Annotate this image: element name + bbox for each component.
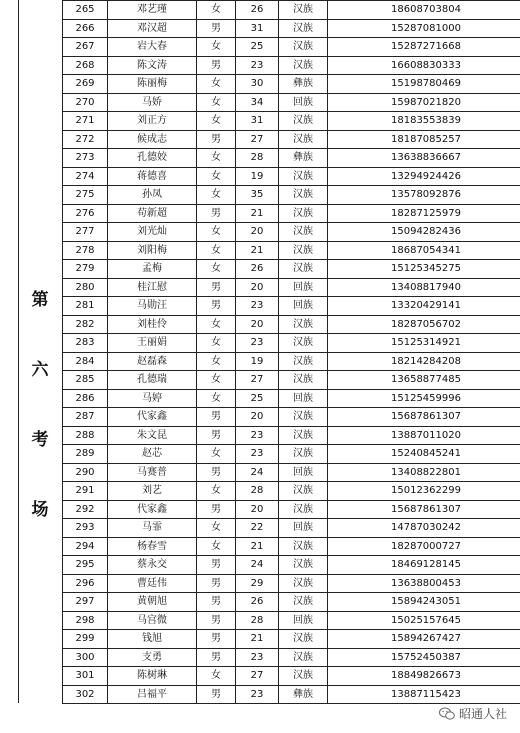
candidate-ethnicity: 汉族: [279, 574, 328, 593]
candidate-phone: 15125345275: [328, 260, 520, 279]
candidate-name: 苟新超: [108, 204, 197, 223]
candidate-name: 代家鑫: [108, 500, 197, 519]
watermark-text: 昭通人社: [458, 707, 507, 721]
candidate-sex: 女: [197, 352, 236, 371]
candidate-age: 24: [236, 463, 279, 482]
candidate-phone: 13408822801: [328, 463, 520, 482]
candidate-name: 马赛普: [108, 463, 197, 482]
candidate-sex: 女: [197, 260, 236, 279]
candidate-age: 20: [236, 315, 279, 334]
room-label-char: 第: [31, 290, 49, 310]
candidate-age: 28: [236, 149, 279, 168]
candidate-age: 26: [236, 593, 279, 612]
table-row: [63, 1, 520, 20]
row-number: 300: [63, 648, 108, 667]
candidate-age: 28: [236, 611, 279, 630]
candidate-age: 23: [236, 56, 279, 75]
candidate-sex: 男: [197, 408, 236, 427]
row-number: 272: [63, 130, 108, 149]
candidate-ethnicity: 汉族: [279, 593, 328, 612]
candidate-ethnicity: 汉族: [279, 38, 328, 57]
candidate-ethnicity: 汉族: [279, 630, 328, 649]
table-row: [63, 204, 520, 223]
table-row: [63, 389, 520, 408]
candidate-ethnicity: 汉族: [279, 19, 328, 38]
candidate-age: 34: [236, 93, 279, 112]
candidate-ethnicity: 汉族: [279, 167, 328, 186]
candidate-age: 19: [236, 352, 279, 371]
candidate-sex: 女: [197, 1, 236, 20]
row-number: 278: [63, 241, 108, 260]
candidate-ethnicity: 汉族: [279, 371, 328, 390]
wechat-icon: [439, 707, 455, 721]
account-watermark: [436, 704, 510, 723]
table-row: [63, 630, 520, 649]
candidate-age: 20: [236, 223, 279, 242]
candidate-phone: 15987021820: [328, 93, 520, 112]
candidate-name: 邓艺瑾: [108, 1, 197, 20]
candidate-ethnicity: 汉族: [279, 426, 328, 445]
candidate-sex: 女: [197, 334, 236, 353]
row-number: 271: [63, 112, 108, 131]
table-row: [63, 500, 520, 519]
candidate-name: 岩大春: [108, 38, 197, 57]
candidate-ethnicity: 汉族: [279, 667, 328, 686]
candidate-phone: 15287081000: [328, 19, 520, 38]
candidate-name: 马勋汪: [108, 297, 197, 316]
row-number: 298: [63, 611, 108, 630]
row-number: 295: [63, 556, 108, 575]
row-number: 285: [63, 371, 108, 390]
candidate-phone: 13658877485: [328, 371, 520, 390]
table-row: [63, 482, 520, 501]
candidate-phone: 15687861307: [328, 500, 520, 519]
candidate-name: 吕福平: [108, 685, 197, 704]
candidate-age: 21: [236, 537, 279, 556]
candidate-ethnicity: 汉族: [279, 130, 328, 149]
candidate-ethnicity: 汉族: [279, 112, 328, 131]
candidate-ethnicity: 汉族: [279, 408, 328, 427]
candidate-sex: 女: [197, 38, 236, 57]
candidate-ethnicity: 汉族: [279, 315, 328, 334]
candidate-phone: 15025157645: [328, 611, 520, 630]
table-row: [63, 315, 520, 334]
candidate-age: 28: [236, 482, 279, 501]
table-row: [63, 38, 520, 57]
row-number: 292: [63, 500, 108, 519]
candidate-sex: 女: [197, 315, 236, 334]
row-number: 294: [63, 537, 108, 556]
table-row: [63, 167, 520, 186]
table-row: [63, 130, 520, 149]
table-row: [63, 463, 520, 482]
row-number: 291: [63, 482, 108, 501]
candidate-sex: 男: [197, 593, 236, 612]
table-row: [63, 56, 520, 75]
candidate-sex: 男: [197, 611, 236, 630]
candidate-sex: 女: [197, 445, 236, 464]
candidate-name: 陈文涛: [108, 56, 197, 75]
candidate-name: 支勇: [108, 648, 197, 667]
row-number: 293: [63, 519, 108, 538]
candidate-phone: 18608703804: [328, 1, 520, 20]
candidate-phone: 13578092876: [328, 186, 520, 205]
candidate-age: 23: [236, 426, 279, 445]
candidate-sex: 女: [197, 389, 236, 408]
table-row: [63, 334, 520, 353]
candidate-age: 24: [236, 556, 279, 575]
candidate-sex: 男: [197, 278, 236, 297]
row-number: 277: [63, 223, 108, 242]
candidate-name: 桂江慰: [108, 278, 197, 297]
candidate-age: 30: [236, 75, 279, 94]
table-row: [63, 93, 520, 112]
table-row: [63, 426, 520, 445]
candidate-name: 黄朝旭: [108, 593, 197, 612]
table-row: [63, 278, 520, 297]
candidate-ethnicity: 回族: [279, 463, 328, 482]
candidate-name: 马霏: [108, 519, 197, 538]
candidate-phone: 15894243051: [328, 593, 520, 612]
candidate-age: 21: [236, 241, 279, 260]
candidate-ethnicity: 回族: [279, 519, 328, 538]
candidate-age: 26: [236, 1, 279, 20]
table-row: [63, 537, 520, 556]
candidate-name: 孙凤: [108, 186, 197, 205]
candidate-name: 蒋德喜: [108, 167, 197, 186]
candidate-ethnicity: 彝族: [279, 685, 328, 704]
candidate-ethnicity: 汉族: [279, 500, 328, 519]
candidate-name: 代家鑫: [108, 408, 197, 427]
candidate-name: 候成志: [108, 130, 197, 149]
row-number: 270: [63, 93, 108, 112]
candidate-name: 孟梅: [108, 260, 197, 279]
row-number: 299: [63, 630, 108, 649]
candidate-phone: 13408817940: [328, 278, 520, 297]
candidate-phone: 15687861307: [328, 408, 520, 427]
candidate-phone: 15125459996: [328, 389, 520, 408]
candidate-sex: 男: [197, 574, 236, 593]
candidate-phone: 13320429141: [328, 297, 520, 316]
row-number: 281: [63, 297, 108, 316]
candidate-phone: 15894267427: [328, 630, 520, 649]
candidate-phone: 18287125979: [328, 204, 520, 223]
candidate-phone: 15287271668: [328, 38, 520, 57]
candidate-sex: 男: [197, 56, 236, 75]
row-number: 286: [63, 389, 108, 408]
candidate-phone: 18287000727: [328, 537, 520, 556]
candidate-sex: 男: [197, 426, 236, 445]
candidate-phone: 18183553839: [328, 112, 520, 131]
row-number: 265: [63, 1, 108, 20]
row-number: 288: [63, 426, 108, 445]
candidate-table-body: [63, 1, 520, 704]
candidate-phone: 15094282436: [328, 223, 520, 242]
candidate-name: 刘艺: [108, 482, 197, 501]
candidate-sex: 女: [197, 112, 236, 131]
candidate-name: 马婷: [108, 389, 197, 408]
candidate-age: 27: [236, 667, 279, 686]
candidate-phone: 18849826673: [328, 667, 520, 686]
candidate-age: 25: [236, 38, 279, 57]
table-row: [63, 241, 520, 260]
table-row: [63, 648, 520, 667]
table-row: [63, 75, 520, 94]
table-row: [63, 556, 520, 575]
candidate-name: 刘桂伶: [108, 315, 197, 334]
candidate-sex: 男: [197, 297, 236, 316]
table-row: [63, 297, 520, 316]
candidate-phone: 13887115423: [328, 685, 520, 704]
candidate-name: 王丽娟: [108, 334, 197, 353]
row-number: 287: [63, 408, 108, 427]
row-number: 302: [63, 685, 108, 704]
candidate-sex: 女: [197, 482, 236, 501]
candidate-ethnicity: 汉族: [279, 648, 328, 667]
row-number: 267: [63, 38, 108, 57]
candidate-age: 29: [236, 574, 279, 593]
left-border-rule: [18, 0, 19, 703]
candidate-ethnicity: 彝族: [279, 75, 328, 94]
table-row: [63, 685, 520, 704]
candidate-ethnicity: 汉族: [279, 186, 328, 205]
row-number: 274: [63, 167, 108, 186]
row-number: 276: [63, 204, 108, 223]
candidate-phone: 15125314921: [328, 334, 520, 353]
candidate-ethnicity: 彝族: [279, 149, 328, 168]
candidate-age: 20: [236, 500, 279, 519]
table-row: [63, 223, 520, 242]
candidate-sex: 男: [197, 648, 236, 667]
row-number: 283: [63, 334, 108, 353]
row-number: 289: [63, 445, 108, 464]
candidate-name: 杨春雪: [108, 537, 197, 556]
candidate-age: 27: [236, 371, 279, 390]
candidate-name: 赵芯: [108, 445, 197, 464]
candidate-ethnicity: 汉族: [279, 223, 328, 242]
table-row: [63, 519, 520, 538]
candidate-sex: 男: [197, 500, 236, 519]
candidate-sex: 女: [197, 537, 236, 556]
candidate-phone: 13638836667: [328, 149, 520, 168]
candidate-phone: 15752450387: [328, 648, 520, 667]
room-label-char: 六: [31, 360, 49, 380]
candidate-sex: 男: [197, 685, 236, 704]
candidate-name: 赵磊森: [108, 352, 197, 371]
candidate-sex: 男: [197, 130, 236, 149]
row-number: 290: [63, 463, 108, 482]
candidate-ethnicity: 汉族: [279, 204, 328, 223]
row-number: 301: [63, 667, 108, 686]
table-row: [63, 352, 520, 371]
candidate-name: 邓汉超: [108, 19, 197, 38]
candidate-ethnicity: 回族: [279, 93, 328, 112]
candidate-ethnicity: 回族: [279, 389, 328, 408]
candidate-name: 孔德姣: [108, 149, 197, 168]
row-number: 296: [63, 574, 108, 593]
candidate-sex: 女: [197, 667, 236, 686]
candidate-age: 26: [236, 260, 279, 279]
row-number: 297: [63, 593, 108, 612]
table-row: [63, 149, 520, 168]
table-row: [63, 112, 520, 131]
candidate-name: 马娇: [108, 93, 197, 112]
candidate-age: 23: [236, 648, 279, 667]
candidate-sex: 女: [197, 186, 236, 205]
candidate-ethnicity: 汉族: [279, 56, 328, 75]
candidate-name: 朱文昆: [108, 426, 197, 445]
candidate-ethnicity: 汉族: [279, 556, 328, 575]
candidate-age: 23: [236, 334, 279, 353]
candidate-sex: 女: [197, 75, 236, 94]
candidate-age: 31: [236, 112, 279, 131]
candidate-sex: 女: [197, 149, 236, 168]
candidate-sex: 女: [197, 223, 236, 242]
table-row: [63, 260, 520, 279]
row-number: 275: [63, 186, 108, 205]
candidate-age: 22: [236, 519, 279, 538]
candidate-phone: 18214284208: [328, 352, 520, 371]
candidate-phone: 18687054341: [328, 241, 520, 260]
table-row: [63, 667, 520, 686]
row-number: 282: [63, 315, 108, 334]
candidate-name: 陈丽梅: [108, 75, 197, 94]
table-row: [63, 408, 520, 427]
table-row: [63, 19, 520, 38]
candidate-name: 刘正方: [108, 112, 197, 131]
candidate-sex: 男: [197, 204, 236, 223]
table-row: [63, 593, 520, 612]
candidate-name: 孔德瑞: [108, 371, 197, 390]
candidate-ethnicity: 汉族: [279, 260, 328, 279]
room-label-char: 考: [31, 430, 49, 450]
candidate-age: 23: [236, 445, 279, 464]
candidate-ethnicity: 回族: [279, 278, 328, 297]
candidate-name: 陈树琳: [108, 667, 197, 686]
candidate-ethnicity: 汉族: [279, 352, 328, 371]
row-number: 279: [63, 260, 108, 279]
candidate-name: 刘阳梅: [108, 241, 197, 260]
candidate-table: [62, 0, 520, 704]
table-row: [63, 574, 520, 593]
candidate-ethnicity: 汉族: [279, 445, 328, 464]
candidate-age: 19: [236, 167, 279, 186]
candidate-sex: 女: [197, 241, 236, 260]
candidate-ethnicity: 汉族: [279, 334, 328, 353]
candidate-ethnicity: 汉族: [279, 482, 328, 501]
candidate-ethnicity: 汉族: [279, 537, 328, 556]
candidate-sex: 女: [197, 371, 236, 390]
candidate-sex: 女: [197, 93, 236, 112]
candidate-sex: 女: [197, 167, 236, 186]
candidate-age: 23: [236, 685, 279, 704]
candidate-name: 钱旭: [108, 630, 197, 649]
table-row: [63, 445, 520, 464]
row-number: 273: [63, 149, 108, 168]
candidate-age: 23: [236, 297, 279, 316]
table-row: [63, 611, 520, 630]
candidate-name: 马宫微: [108, 611, 197, 630]
candidate-age: 20: [236, 278, 279, 297]
candidate-phone: 15198780469: [328, 75, 520, 94]
candidate-name: 刘光灿: [108, 223, 197, 242]
candidate-phone: 16608830333: [328, 56, 520, 75]
candidate-phone: 18187085257: [328, 130, 520, 149]
room-label-char: 场: [31, 500, 49, 520]
exam-room-label: [26, 290, 54, 570]
candidate-phone: 15240845241: [328, 445, 520, 464]
candidate-sex: 女: [197, 519, 236, 538]
candidate-age: 27: [236, 130, 279, 149]
table-row: [63, 371, 520, 390]
candidate-ethnicity: 回族: [279, 611, 328, 630]
table-row: [63, 186, 520, 205]
candidate-sex: 男: [197, 556, 236, 575]
candidate-age: 25: [236, 389, 279, 408]
candidate-ethnicity: 汉族: [279, 1, 328, 20]
candidate-name: 蔡永交: [108, 556, 197, 575]
row-number: 268: [63, 56, 108, 75]
row-number: 280: [63, 278, 108, 297]
candidate-sex: 男: [197, 630, 236, 649]
candidate-phone: 13887011020: [328, 426, 520, 445]
candidate-ethnicity: 汉族: [279, 241, 328, 260]
candidate-sex: 男: [197, 463, 236, 482]
row-number: 269: [63, 75, 108, 94]
row-number: 266: [63, 19, 108, 38]
candidate-name: 曹廷伟: [108, 574, 197, 593]
candidate-age: 21: [236, 204, 279, 223]
candidate-phone: 14787030242: [328, 519, 520, 538]
candidate-age: 31: [236, 19, 279, 38]
candidate-phone: 15012362299: [328, 482, 520, 501]
candidate-age: 21: [236, 630, 279, 649]
candidate-age: 35: [236, 186, 279, 205]
candidate-phone: 13638800453: [328, 574, 520, 593]
row-number: 284: [63, 352, 108, 371]
candidate-age: 20: [236, 408, 279, 427]
candidate-phone: 18287056702: [328, 315, 520, 334]
candidate-sex: 男: [197, 19, 236, 38]
candidate-ethnicity: 回族: [279, 297, 328, 316]
candidate-phone: 18469128145: [328, 556, 520, 575]
candidate-phone: 13294924426: [328, 167, 520, 186]
